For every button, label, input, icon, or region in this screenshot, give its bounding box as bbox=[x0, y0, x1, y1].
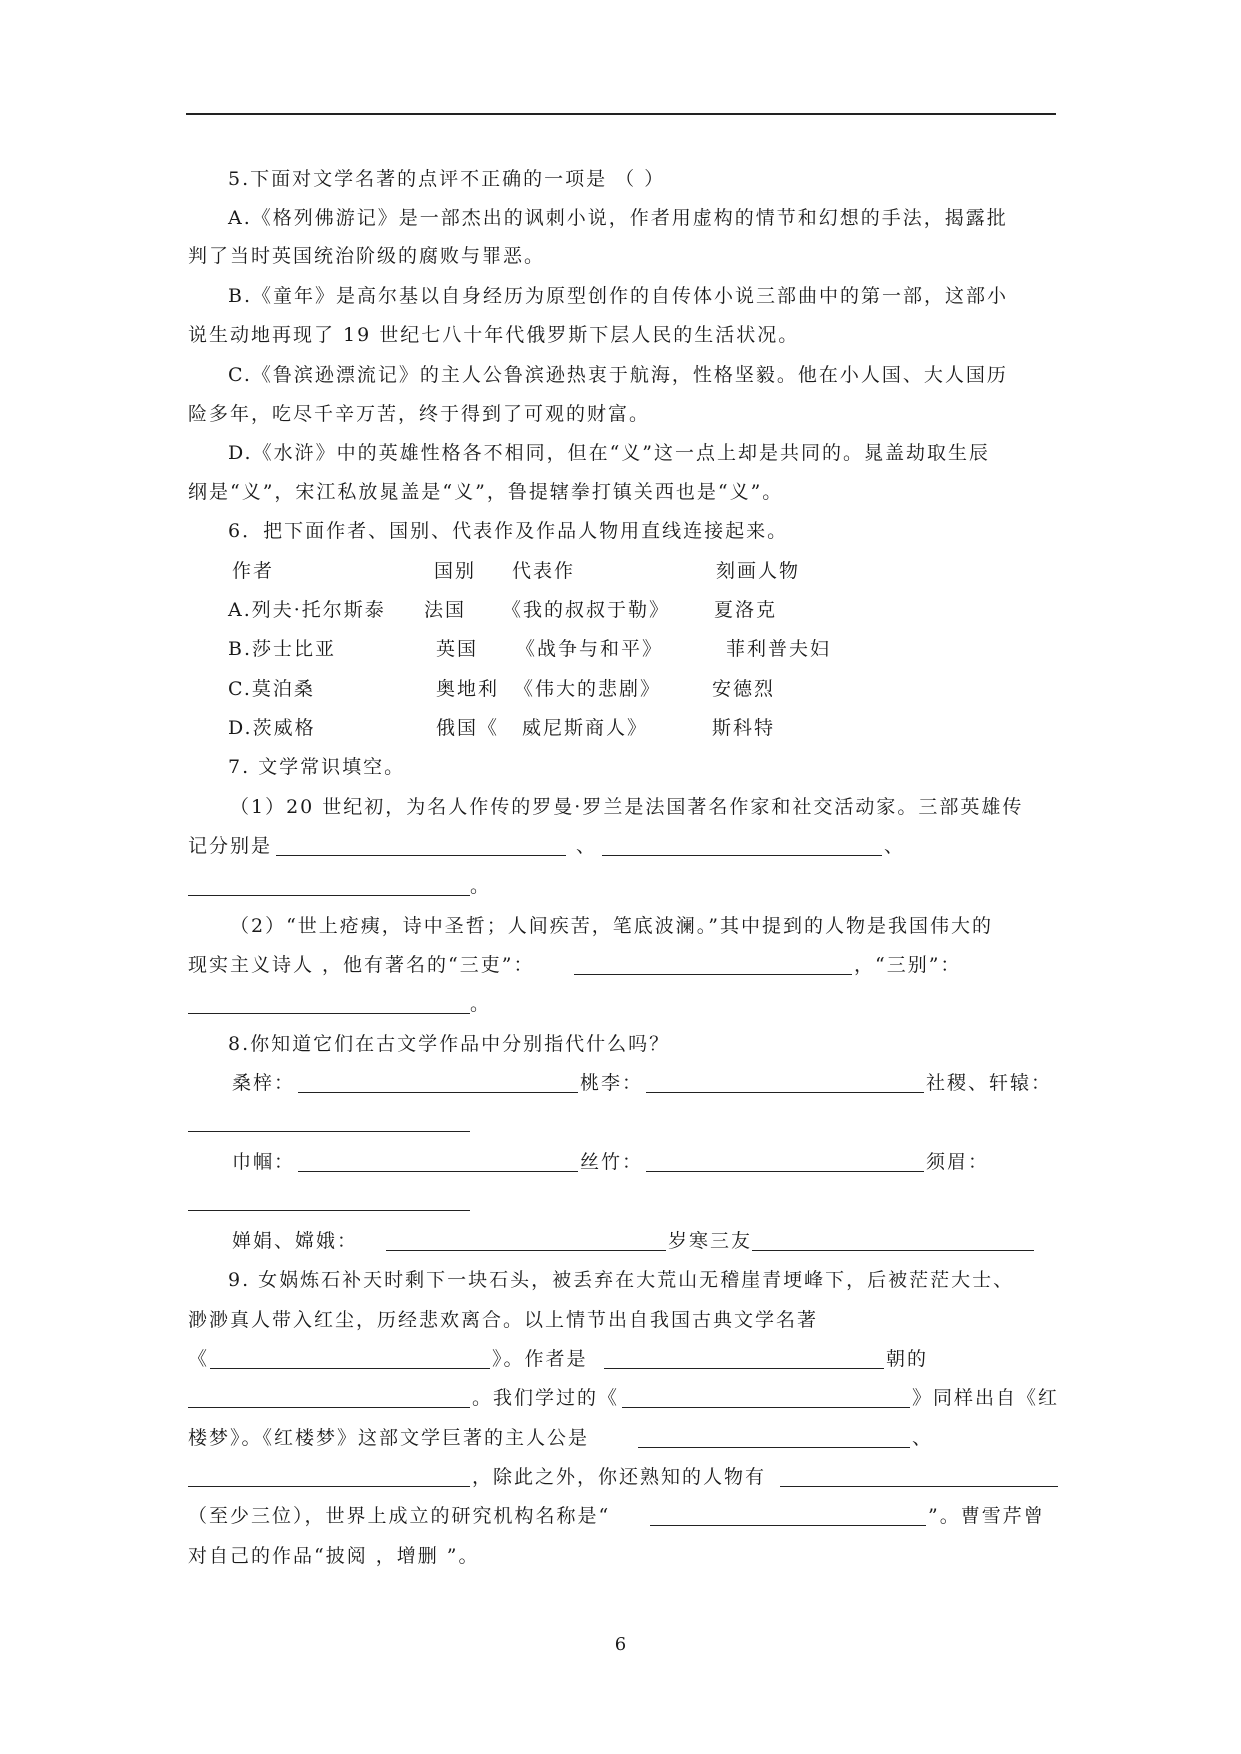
q6-header-country: 国别 bbox=[434, 560, 477, 582]
q5-option-b-line2: 说生动地再现了 19 世纪七八十年代俄罗斯下层人民的生活状况。 bbox=[188, 324, 800, 346]
q6-row-b-character: 菲利普夫妇 bbox=[726, 638, 832, 660]
q9-blank-characters[interactable] bbox=[780, 1486, 1058, 1487]
q6-row-d-work: 威尼斯商人》 bbox=[522, 717, 649, 739]
q6-row-c-author: C.莫泊桑 bbox=[228, 678, 315, 700]
q9-line7-b: ”。曹雪芹曾 bbox=[928, 1505, 1045, 1527]
q6-row-c-country: 奥地利 bbox=[436, 678, 500, 700]
q7-end-mark-1: 。 bbox=[470, 875, 492, 897]
q6-row-d-author: D.茨威格 bbox=[228, 717, 316, 739]
q9-blank-protagonist-1[interactable] bbox=[638, 1447, 910, 1448]
q8-label-sheji: 社稷、轩辕： bbox=[926, 1072, 1053, 1094]
q9-blank-protagonist-2[interactable] bbox=[188, 1486, 470, 1487]
q8-blank-sheji[interactable] bbox=[188, 1131, 470, 1132]
q7-blank-three-farewells[interactable] bbox=[188, 1013, 470, 1014]
q8-label-suihan: 岁寒三友 bbox=[668, 1230, 753, 1252]
q5-option-c-line2: 险多年，吃尽千辛万苦，终于得到了可观的财富。 bbox=[188, 403, 651, 425]
q7-stem: 7. 文学常识填空。 bbox=[228, 756, 406, 778]
q9-blank-institution[interactable] bbox=[650, 1525, 926, 1526]
q5-option-b-line1: B.《童年》是高尔基以自身经历为原型创作的自传体小说三部曲中的第一部，这部小 bbox=[228, 285, 1009, 307]
q7-blank-biography-1[interactable] bbox=[276, 855, 566, 856]
q5-option-a-line1: A.《格列佛游记》是一部杰出的讽刺小说，作者用虚构的情节和幻想的手法，揭露批 bbox=[228, 207, 1008, 229]
q9-line1: 9. 女娲炼石补天时剩下一块石头，被丢弃在大荒山无稽崖青埂峰下，后被茫茫大士、 bbox=[228, 1269, 1015, 1291]
q9-line8: 对自己的作品“披阅 ，增删 ”。 bbox=[188, 1545, 480, 1567]
q7-blank-biography-2[interactable] bbox=[602, 855, 882, 856]
q8-blank-sizhu[interactable] bbox=[646, 1171, 924, 1172]
q6-row-a-country: 法国 bbox=[424, 599, 467, 621]
header-rule bbox=[186, 113, 1056, 115]
q9-line4-a: 。我们学过的《 bbox=[472, 1387, 620, 1409]
q9-line5-sep: 、 bbox=[912, 1427, 934, 1449]
q9-blank-studied-text[interactable] bbox=[622, 1407, 910, 1408]
q6-row-c-character: 安德烈 bbox=[712, 678, 776, 700]
q8-label-sizhu: 丝竹： bbox=[580, 1151, 644, 1173]
q7-blank-biography-3[interactable] bbox=[188, 895, 470, 896]
q7-part1-line1: （1）20 世纪初，为名人作传的罗曼·罗兰是法国著名作家和社交活动家。三部英雄传 bbox=[230, 796, 1024, 818]
q8-label-xumei: 须眉： bbox=[926, 1151, 990, 1173]
q6-header-character: 刻画人物 bbox=[716, 560, 801, 582]
q6-row-b-work: 《战争与和平》 bbox=[516, 638, 664, 660]
q9-line5-a: 楼梦》。《红楼梦》这部文学巨著的主人公是 bbox=[188, 1427, 590, 1449]
q9-line3-author-label: 》。作者是 bbox=[492, 1348, 588, 1370]
q8-blank-suihan[interactable] bbox=[752, 1250, 1034, 1251]
q8-blank-jinguo[interactable] bbox=[298, 1171, 578, 1172]
q8-label-sangzi: 桑梓： bbox=[232, 1072, 296, 1094]
q5-option-c-line1: C.《鲁滨逊漂流记》的主人公鲁滨逊热衷于航海，性格坚毅。他在小人国、大人国历 bbox=[228, 364, 1008, 386]
q9-line3-dynasty-label: 朝的 bbox=[886, 1348, 929, 1370]
q7-blank-three-officials[interactable] bbox=[574, 974, 852, 975]
q9-blank-book-title[interactable] bbox=[210, 1368, 490, 1369]
q6-row-a-author: A.列夫·托尔斯泰 bbox=[228, 599, 386, 621]
q9-line3-open: 《 bbox=[188, 1348, 210, 1370]
q5-option-d-line1: D.《水浒》中的英雄性格各不相同，但在“义”这一点上却是共同的。晁盖劫取生辰 bbox=[228, 442, 991, 464]
q5-option-a-line2: 判了当时英国统治阶级的腐败与罪恶。 bbox=[188, 245, 546, 267]
q6-row-d-character: 斯科特 bbox=[712, 717, 776, 739]
q9-blank-dynasty[interactable] bbox=[604, 1368, 884, 1369]
q6-row-c-work: 《伟大的悲剧》 bbox=[514, 678, 662, 700]
q6-row-a-work: 《我的叔叔于勒》 bbox=[502, 599, 671, 621]
q5-stem: 5.下面对文学名著的点评不正确的一项是 （ ） bbox=[228, 168, 666, 190]
q7-separator-2: 、 bbox=[884, 835, 906, 857]
q6-row-d-country: 俄国《 bbox=[436, 717, 500, 739]
q6-header-work: 代表作 bbox=[512, 560, 576, 582]
q8-label-chanjuan: 婵娟、嫦娥： bbox=[232, 1230, 359, 1252]
q9-line2: 渺渺真人带入红尘，历经悲欢离合。以上情节出自我国古典文学名著 bbox=[188, 1309, 819, 1331]
q8-blank-taoli[interactable] bbox=[646, 1092, 924, 1093]
q9-line7-a: （至少三位），世界上成立的研究机构名称是“ bbox=[188, 1505, 611, 1527]
q7-end-mark-2: 。 bbox=[470, 993, 492, 1015]
q8-blank-xumei[interactable] bbox=[188, 1210, 470, 1211]
q8-label-jinguo: 巾帼： bbox=[232, 1151, 296, 1173]
page-number: 6 bbox=[614, 1634, 627, 1655]
q6-row-b-author: B.莎士比亚 bbox=[228, 638, 337, 660]
q8-blank-chanjuan[interactable] bbox=[386, 1250, 666, 1251]
q7-separator-1: 、 bbox=[576, 835, 598, 857]
q7-part1-label: 记分别是 bbox=[188, 835, 273, 857]
q9-line6-a: ，除此之外，你还熟知的人物有 bbox=[472, 1466, 767, 1488]
q8-stem: 8.你知道它们在古文学作品中分别指代什么吗？ bbox=[228, 1033, 671, 1055]
q7-part2-line1: （2）“世上疮痍，诗中圣哲；人间疾苦，笔底波澜。”其中提到的人物是我国伟大的 bbox=[230, 915, 994, 937]
q7-part2-line2-b: ，“三别”： bbox=[854, 954, 962, 976]
q6-row-a-character: 夏洛克 bbox=[714, 599, 778, 621]
q8-blank-sangzi[interactable] bbox=[298, 1092, 578, 1093]
q6-header-author: 作者 bbox=[232, 560, 275, 582]
q9-line4-b: 》同样出自《红 bbox=[912, 1387, 1060, 1409]
q7-part2-line2-a: 现实主义诗人 ，他有著名的“三吏”： bbox=[188, 954, 535, 976]
q5-option-d-line2: 纲是“义”，宋江私放晁盖是“义”，鲁提辖拳打镇关西也是“义”。 bbox=[188, 481, 784, 503]
q6-row-b-country: 英国 bbox=[436, 638, 479, 660]
q9-blank-author[interactable] bbox=[188, 1407, 470, 1408]
q8-label-taoli: 桃李： bbox=[580, 1072, 644, 1094]
q6-stem: 6．把下面作者、国别、代表作及作品人物用直线连接起来。 bbox=[228, 520, 789, 542]
